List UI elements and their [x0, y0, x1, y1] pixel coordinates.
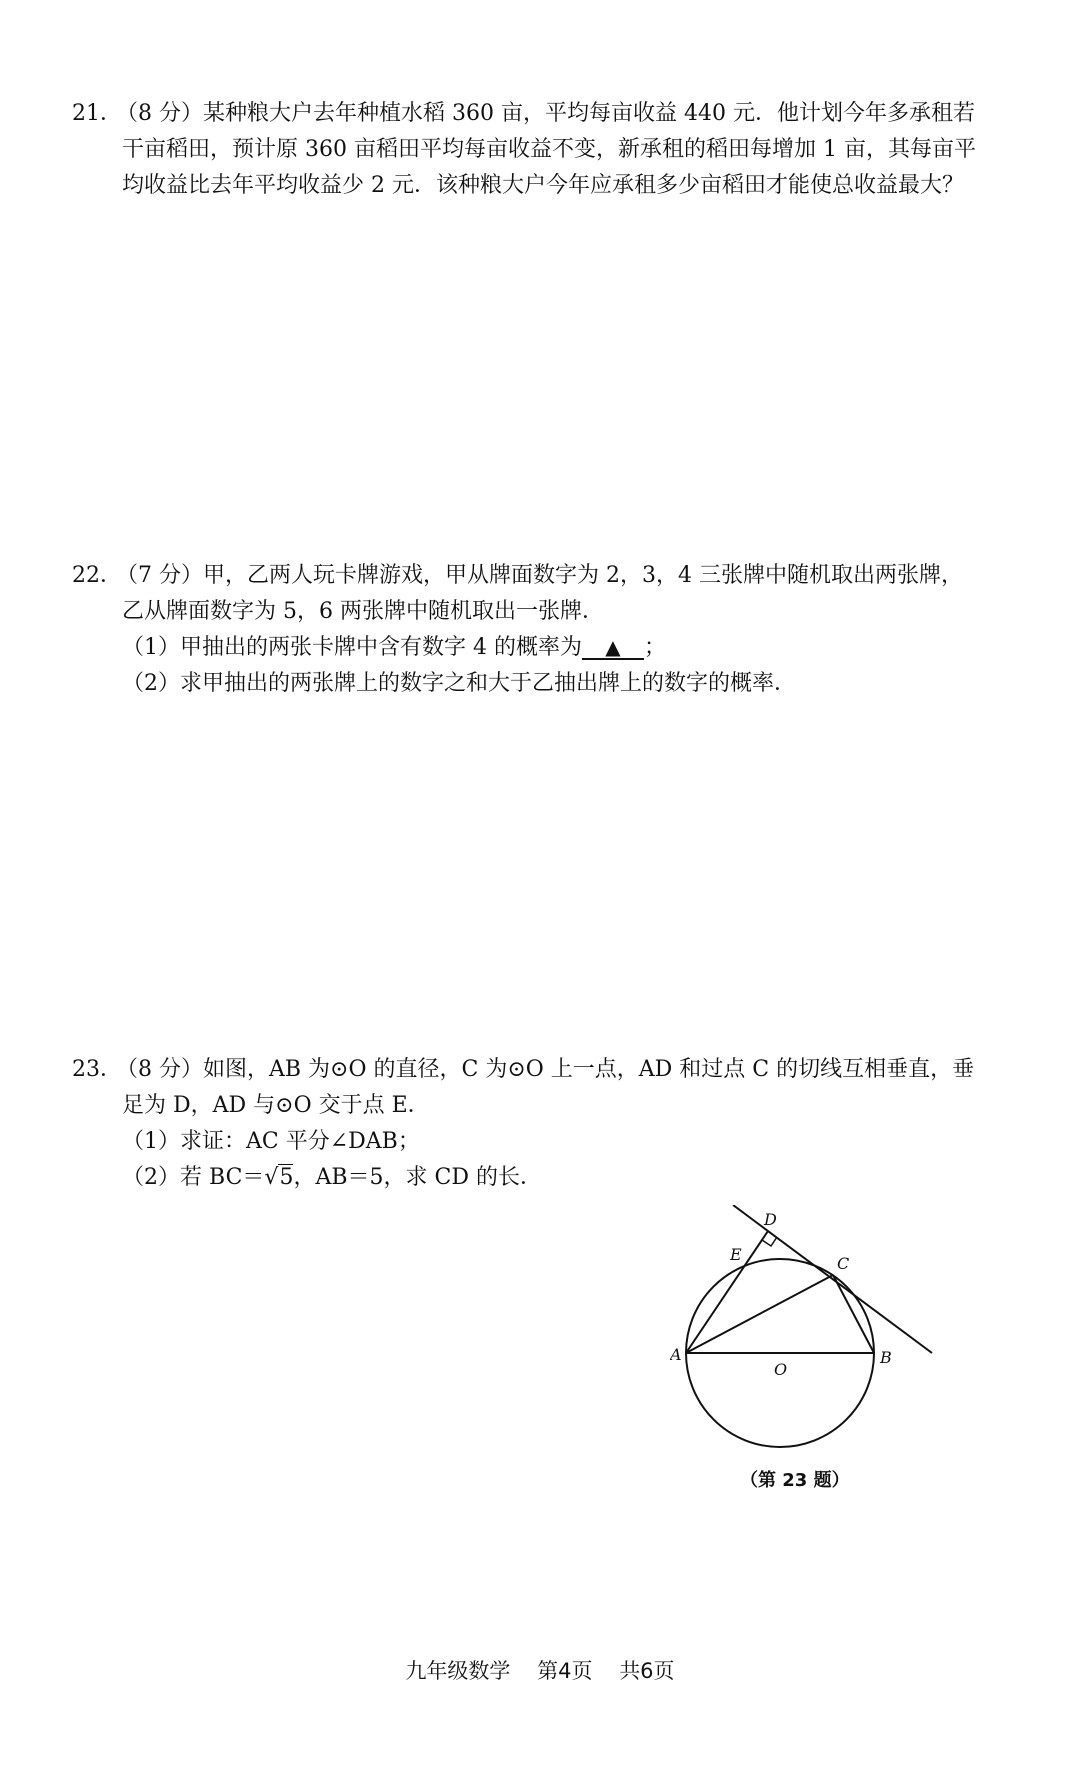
q22-number: 22．: [72, 563, 122, 588]
answer-blank[interactable]: ▲: [582, 636, 644, 660]
q23-part-1: （1）求证：AC 平分∠DAB；: [122, 1129, 420, 1154]
q23-part2-suffix: ，AB＝5，求 CD 的长．: [293, 1165, 542, 1190]
label-e: E: [730, 1245, 742, 1264]
page-footer: [0, 1655, 1080, 1685]
q21-text-1: （8 分）某种粮大户去年种植水稻 360 亩，平均每亩收益 440 元．他计划今年多承租若: [116, 101, 975, 126]
q22-part1-suffix: ；: [643, 635, 666, 660]
q22-part-2: （2）求甲抽出的两张牌上的数字之和大于乙抽出牌上的数字的概率．: [122, 671, 796, 696]
q22-part1-prefix: （1）甲抽出的两张卡牌中含有数字 4 的概率为: [122, 635, 582, 660]
q22-part-1: [72, 630, 992, 666]
q21-number: 21．: [72, 101, 122, 126]
q23-part2-prefix: （2）若 BC＝: [122, 1165, 265, 1190]
geometry-figure: [670, 1205, 940, 1495]
q22-line-2: 乙从牌面数字为 5，6 两张牌中随机取出一张牌．: [122, 599, 604, 624]
label-b: B: [880, 1348, 892, 1367]
label-c: C: [837, 1254, 850, 1273]
q23-line-1: [72, 1052, 992, 1088]
figure-caption: （第 23 题）: [740, 1470, 850, 1491]
q23-text-1: （8 分）如图，AB 为⊙O 的直径，C 为⊙O 上一点，AD 和过点 C 的切线互相垂直，垂: [116, 1057, 975, 1082]
q23-line-2: 足为 D，AD 与⊙O 交于点 E．: [122, 1093, 430, 1118]
q21-line-2: 干亩稻田，预计原 360 亩稻田平均每亩收益不变，新承租的稻田每增加 1 亩，其每亩平: [122, 137, 976, 162]
segment-ad: [686, 1231, 768, 1353]
question-23: [72, 1052, 992, 1196]
question-22: [72, 558, 992, 702]
segment-ac: [686, 1275, 833, 1353]
sqrt-radicand: 5: [279, 1165, 294, 1190]
sqrt-symbol: √: [264, 1165, 279, 1190]
label-a: A: [670, 1345, 682, 1364]
q23-number: 23．: [72, 1057, 122, 1082]
q23-part-2: [72, 1160, 992, 1196]
tangent-line: [733, 1205, 932, 1353]
q22-text-1: （7 分）甲，乙两人玩卡牌游戏，甲从牌面数字为 2，3，4 三张牌中随机取出两张牌，: [116, 563, 963, 588]
label-o: O: [774, 1360, 788, 1379]
footer-total: 共6页: [619, 1659, 675, 1683]
q22-line-1: [72, 558, 992, 594]
q21-line-3: 均收益比去年平均收益少 2 元．该种粮大户今年应承租多少亩稻田才能使总收益最大？: [122, 173, 964, 198]
footer-subject: 九年级数学: [405, 1659, 511, 1683]
label-d: D: [764, 1210, 777, 1229]
segment-bc: [833, 1275, 874, 1353]
q21-line-1: [72, 96, 992, 132]
question-21: [72, 96, 992, 204]
footer-page: 第4页: [537, 1659, 593, 1683]
